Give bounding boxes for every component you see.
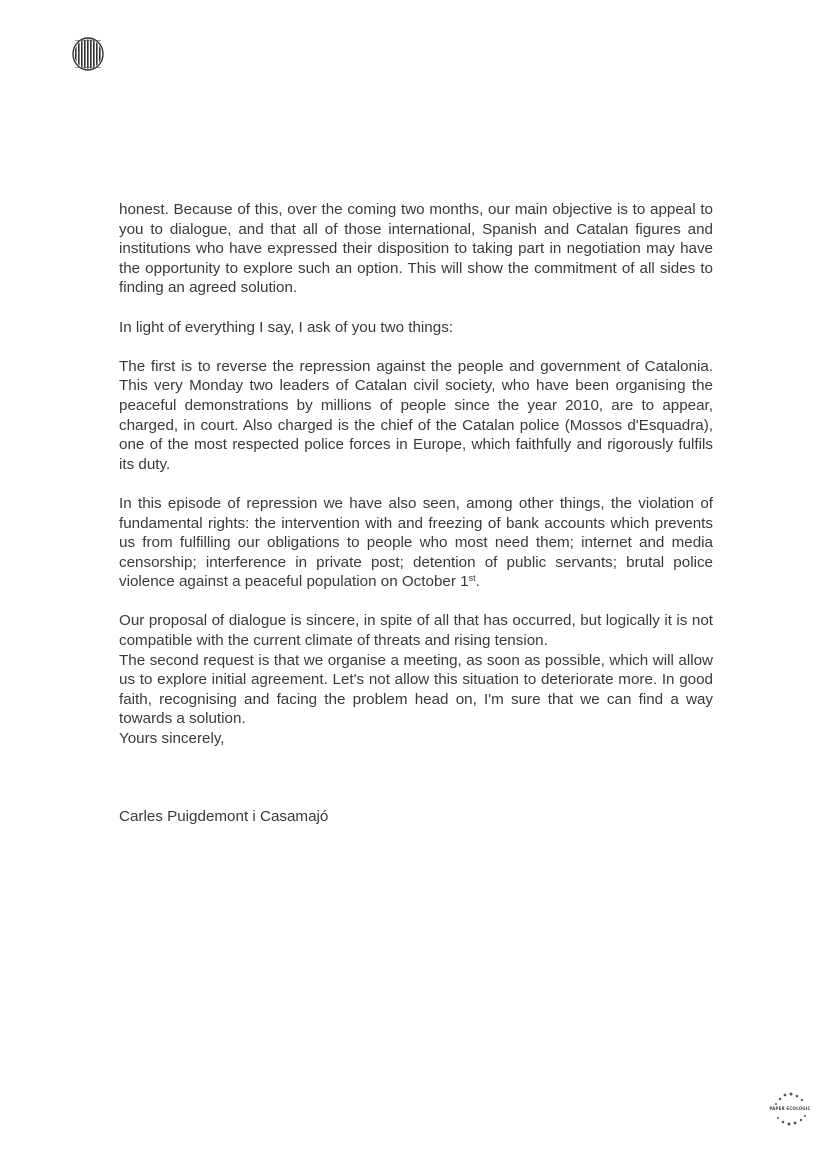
letter-body	[119, 200, 713, 826]
signature-name: Carles Puigdemont i Casamajó	[119, 807, 329, 825]
paragraph-1: honest. Because of this, over the coming two months, our main objective is to appeal to you to dialogue, and that all of those international, Spanish and Catalan figures and institutions who have expressed their disposition to taking part in negotiation may have the opportunity to explore such an option. This will show the commitment of all sides to finding an agreed solution.	[119, 201, 713, 297]
recycled-paper-text: PAPER ECOLÒGIC	[769, 1106, 811, 1111]
recycled-paper-mark	[766, 1090, 814, 1130]
paragraph-5: Our proposal of dialogue is sincere, in spite of all that has occurred, but logically it is not compatible with the current climate of threats and rising tension.	[119, 612, 713, 650]
paragraph-4-text: In this episode of repression we have also seen, among other things, the violation of fundamental rights: the intervention with and freezing of bank accounts which prevents us from fulfilling our obligations to people who most need them; internet and media censorship; interference in private post; detention of public servants; brutal police violence against a peaceful population on October 1	[119, 494, 713, 591]
paragraph-4	[119, 494, 713, 592]
ordinal-suffix: st	[468, 573, 476, 584]
paragraph-6: The second request is that we organise a meeting, as soon as possible, which will allow us to explore initial agreement. Let's not allow this situation to deteriorate more. In good faith, recognising and facing the problem head on, I'm sure that we can find a way towards a solution.	[119, 651, 713, 728]
paragraph-2: In light of everything I say, I ask of you two things:	[119, 318, 454, 336]
paragraph-4-end: .	[475, 573, 480, 591]
closing-salutation: Yours sincerely,	[119, 730, 225, 748]
paragraph-3: The first is to reverse the repression against the people and government of Catalonia. This very Monday two leaders of Catalan civil society, who have been organising the peaceful demonstrations by millions of people since the year 2010, are to appear, charged, in court. Also charged is the chief of the Catalan police (Mossos d'Esquadra), one of the most respected police forces in Europe, which faithfully and rigorously fulfils its duty.	[119, 357, 713, 473]
generalitat-logo-icon	[72, 37, 104, 71]
